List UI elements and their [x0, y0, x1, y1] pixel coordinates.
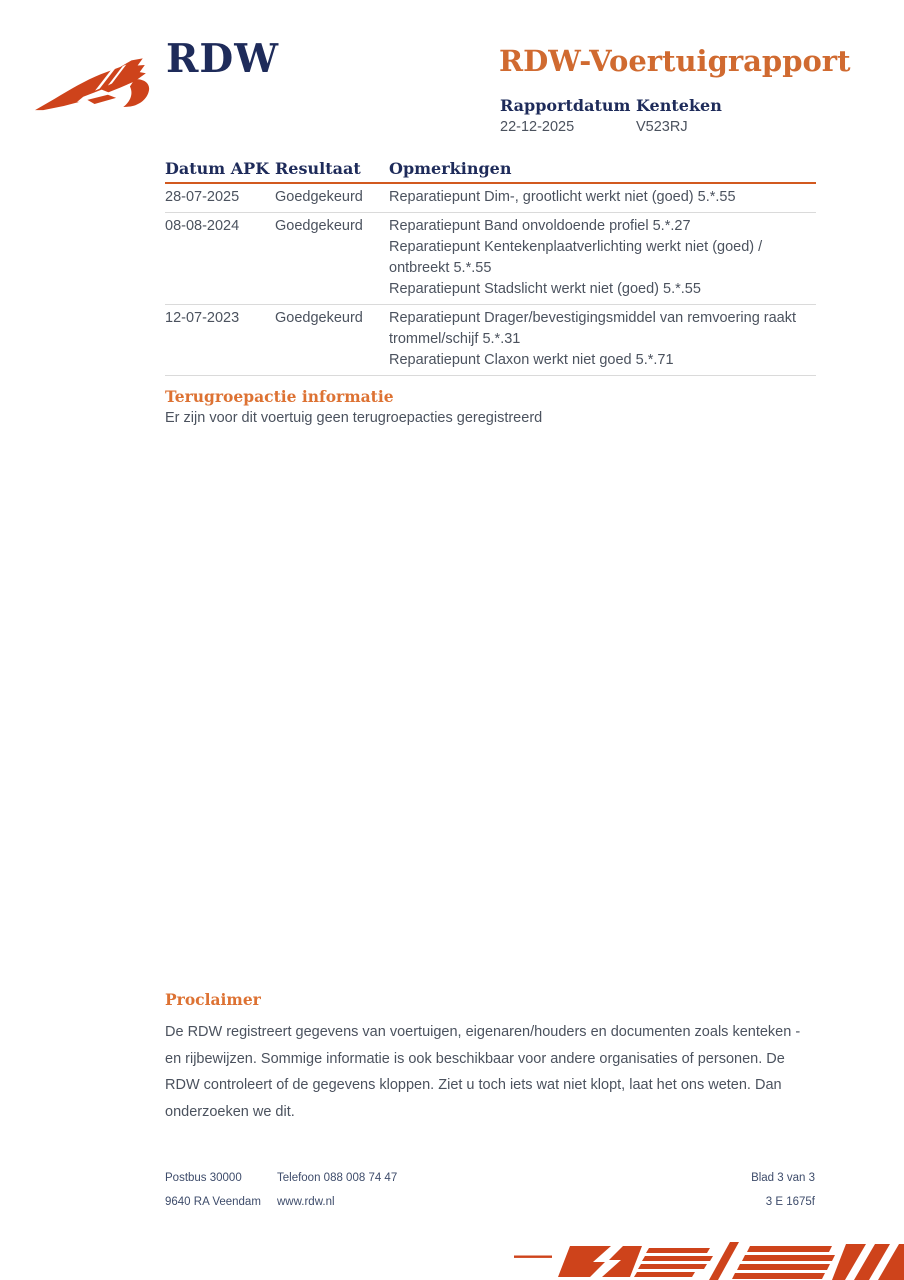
license-plate-label: Kenteken	[636, 96, 722, 115]
apk-result-cell: Goedgekeurd	[275, 189, 363, 205]
recall-section-body: Er zijn voor dit voertuig geen terugroepacties geregistreerd	[165, 410, 543, 426]
remark-line: Reparatiepunt Kentekenplaatverlichting werkt niet (goed) / ontbreekt 5.*.55	[389, 239, 763, 276]
apk-table-body	[165, 184, 816, 376]
proclaimer-section-body: De RDW registreert gegevens van voertuigen, eigenaren/houders en documenten zoals kenteken - en rijbewijzen. Sommige informatie is ook beschikbaar voor andere organisaties of personen. De RDW controleert of de gegevens kloppen. Ziet u toch iets wat niet klopt, laat het ons weten. Dan onderzoeken we dit.	[165, 1024, 801, 1120]
report-date-label: Rapportdatum	[500, 96, 631, 115]
column-header-resultaat: Resultaat	[275, 159, 361, 178]
apk-table-header-row	[165, 159, 816, 184]
footer-phone: Telefoon 088 008 74 47	[277, 1172, 398, 1184]
apk-history-table	[165, 159, 816, 376]
apk-table-row	[165, 184, 816, 213]
apk-table-row	[165, 213, 816, 305]
apk-result-cell: Goedgekeurd	[275, 218, 363, 234]
footer-website: www.rdw.nl	[277, 1196, 335, 1208]
apk-table-row	[165, 305, 816, 376]
remark-line: Reparatiepunt Drager/bevestigingsmiddel van remvoering raakt trommel/schijf 5.*.31	[389, 310, 797, 347]
recall-section-heading: Terugroepactie informatie	[165, 387, 394, 406]
remark-line: Reparatiepunt Stadslicht werkt niet (goed) 5.*.55	[389, 281, 701, 297]
column-header-opmerkingen: Opmerkingen	[389, 159, 512, 178]
proclaimer-section-heading: Proclaimer	[165, 990, 261, 1009]
apk-remarks-cell	[389, 187, 816, 208]
apk-date-cell: 28-07-2025	[165, 189, 240, 205]
apk-date-cell: 08-08-2024	[165, 218, 240, 234]
footer-address-line2: 9640 RA Veendam	[165, 1196, 261, 1208]
column-header-datum-apk: Datum APK	[165, 159, 270, 178]
remark-line: Reparatiepunt Band onvoldoende profiel 5.*.27	[389, 218, 691, 234]
footer-page-indicator: Blad 3 van 3	[751, 1172, 815, 1184]
remark-line: Reparatiepunt Claxon werkt niet goed 5.*.71	[389, 352, 674, 368]
page-title: RDW-Voertuigrapport	[499, 44, 851, 78]
rdw-logo-icon	[34, 56, 152, 114]
rdw-logo-text: RDW	[166, 36, 280, 82]
remark-line: Reparatiepunt Dim-, grootlicht werkt niet (goed) 5.*.55	[389, 189, 736, 205]
apk-date-cell: 12-07-2023	[165, 310, 240, 326]
apk-result-cell: Goedgekeurd	[275, 310, 363, 326]
license-plate-value: V523RJ	[636, 119, 688, 135]
footer-doc-code: 3 E 1675f	[765, 1196, 815, 1208]
footer-address-line1: Postbus 30000	[165, 1172, 242, 1184]
report-date-value: 22-12-2025	[500, 119, 575, 135]
apk-remarks-cell	[389, 308, 816, 371]
footer-stripes-graphic	[514, 1242, 904, 1280]
apk-remarks-cell	[389, 216, 816, 300]
